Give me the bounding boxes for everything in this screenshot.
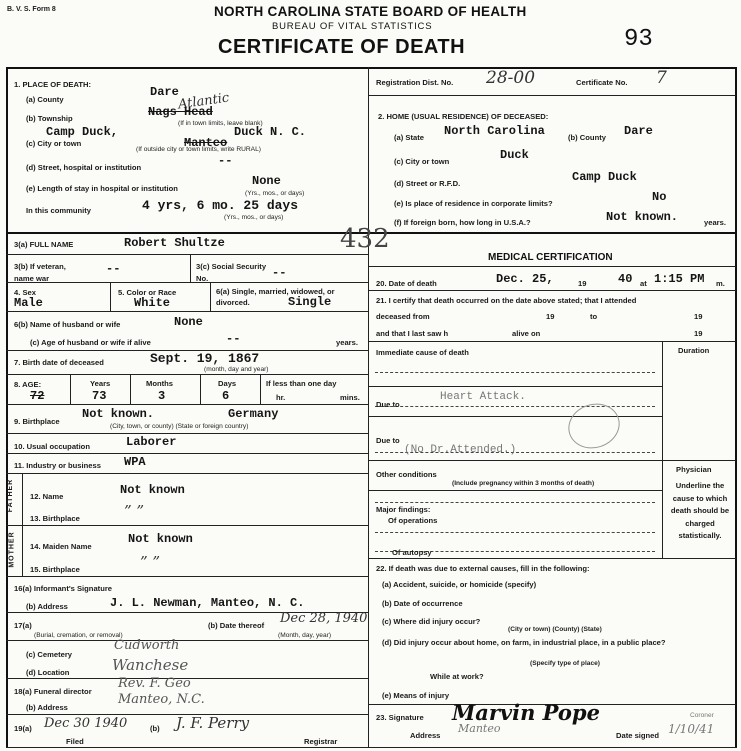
- birthplace-country: Germany: [228, 407, 279, 421]
- outer-left-rule: [6, 67, 8, 748]
- father-name-label: 12. Name: [30, 492, 64, 501]
- sex-divider: [110, 282, 111, 311]
- death-at: at: [640, 279, 647, 288]
- registrar-word: Registrar: [304, 737, 338, 746]
- age-struck-value: 72: [30, 389, 45, 403]
- city-post: Duck N. C.: [234, 125, 307, 139]
- months-label: Months: [146, 379, 173, 388]
- birth-label: 7. Birth date of deceased: [14, 358, 104, 367]
- due1-value: Heart Attack.: [440, 391, 526, 403]
- mins-label: mins.: [340, 393, 360, 402]
- community-units: (Yrs., mos., or days): [224, 214, 284, 221]
- spouse-age-label: (c) Age of husband or wife if alive: [30, 338, 151, 347]
- ssn-value: --: [272, 266, 287, 280]
- street-label: (d) Street, hospital or institution: [26, 163, 142, 172]
- veteran-label: 3(b) If veteran, name war: [14, 262, 66, 283]
- father-birth-value: ” ”: [124, 502, 145, 520]
- medical-header: MEDICAL CERTIFICATION: [488, 252, 613, 263]
- stay-units: (Yrs., mos., or days): [245, 190, 305, 197]
- date-signed-value: 1/10/41: [668, 722, 715, 736]
- ext-c-note: (City or town) (County) (State): [508, 626, 602, 633]
- marital-label: 6(a) Single, married, widowed, or divorced.: [216, 287, 335, 307]
- name-label: 3(a) FULL NAME: [14, 240, 74, 249]
- rule-birthplace: [6, 433, 369, 434]
- burial-date-note: (Month, day, year): [278, 632, 332, 639]
- rule-mother: [6, 576, 369, 577]
- industry-label: 11. Industry or business: [14, 461, 101, 470]
- township-handwritten: Atlantic: [177, 90, 231, 113]
- major-findings-label: Major findings:: [376, 505, 431, 514]
- age-divider-1: [70, 374, 71, 404]
- location-label: (d) Location: [26, 668, 70, 677]
- informant-addr-label: (b) Address: [26, 602, 68, 611]
- spouse-age-value: --: [226, 332, 241, 346]
- center-divider: [368, 67, 369, 748]
- director-addr-label: (b) Address: [26, 703, 68, 712]
- director-label: 18(a) Funeral director: [14, 687, 92, 696]
- mother-side-label: MOTHER: [8, 531, 16, 568]
- signature-title: Coroner: [690, 712, 714, 719]
- name-value: Robert Shultze: [124, 236, 225, 250]
- occupation-label: 10. Usual occupation: [14, 442, 90, 451]
- industry-value: WPA: [124, 455, 146, 469]
- marital-value: Single: [288, 295, 332, 309]
- address-value: Manteo: [458, 722, 501, 735]
- registrar-label: (b): [150, 724, 160, 733]
- location-value: Wanchese: [112, 656, 189, 674]
- years-value: 73: [92, 389, 107, 403]
- filed-word: Filed: [66, 737, 84, 746]
- to-year: 19: [694, 312, 703, 321]
- county-value: Dare: [150, 85, 179, 99]
- death-year-prefix: 19: [578, 279, 587, 288]
- hr-label: hr.: [276, 393, 286, 402]
- ssn-label: 3(c) Social Security No.: [196, 262, 267, 283]
- certify-text: 21. I certify that death occurred on the date above stated; that I attended: [376, 296, 637, 305]
- rule-name: [6, 254, 369, 255]
- ext-a-label: (a) Accident, suicide, or homicide (specify): [382, 580, 537, 589]
- reg-rule: [368, 95, 736, 96]
- rule-occupation: [6, 453, 369, 454]
- burial-date-label: (b) Date thereof: [208, 621, 265, 630]
- outer-top-rule: [6, 67, 737, 69]
- community-value: 4 yrs, 6 mo. 25 days: [142, 198, 299, 213]
- other-label: Other conditions: [376, 470, 437, 479]
- from-year: 19: [546, 312, 555, 321]
- certificate-title: CERTIFICATE OF DEATH: [218, 36, 466, 58]
- rule-other: [368, 490, 662, 491]
- board-title: NORTH CAROLINA STATE BOARD OF HEALTH: [214, 4, 527, 19]
- cemetery-value: Cudworth: [114, 638, 180, 653]
- rule-med-header: [368, 266, 736, 267]
- father-side-label: FATHER: [7, 478, 15, 513]
- reg-dist-label: Registration Dist. No.: [376, 78, 454, 87]
- ext-d-note: (Specify type of place): [530, 660, 600, 667]
- autopsy-label: Of autopsy: [392, 548, 432, 557]
- veteran-value: --: [106, 262, 121, 276]
- ext-d-label: (d) Did injury occur about home, on farm, in industrial place, in a public place?: [382, 638, 666, 647]
- township-note: (If in town limits, leave blank): [178, 120, 263, 127]
- signature-value: Marvin Pope: [452, 700, 600, 725]
- race-divider: [210, 282, 211, 311]
- alive-on: alive on: [512, 329, 541, 338]
- rule-sex: [6, 311, 369, 312]
- city-pre: Camp Duck,: [46, 125, 119, 139]
- age-divider-2: [130, 374, 131, 404]
- alive-year: 19: [694, 329, 703, 338]
- home-street-value: Camp Duck: [572, 170, 637, 184]
- dash-other-a: [375, 502, 655, 503]
- home-foreign-value: Not known.: [606, 210, 679, 224]
- director-addr-value: Manteo, N.C.: [118, 692, 205, 707]
- months-value: 3: [158, 389, 166, 403]
- birth-units: (month, day and year): [204, 366, 269, 373]
- due2-value: (No Dr.Attended.): [404, 444, 517, 456]
- occupation-value: Laborer: [126, 435, 177, 449]
- rule-death-date: [368, 290, 736, 291]
- cemetery-label: (c) Cemetery: [26, 650, 73, 659]
- mother-birth-value: ” ”: [140, 553, 161, 571]
- home-county-label: (b) County: [568, 133, 606, 142]
- burial-label: 17(a): [14, 621, 32, 630]
- dash-due1-a: [375, 406, 655, 407]
- reg-dist-value: 28-00: [486, 68, 536, 88]
- spouse-value: None: [174, 315, 203, 329]
- burial-date-value: Dec 28, 1940: [280, 611, 368, 626]
- immediate-label: Immediate cause of death: [376, 348, 469, 357]
- township-struck: Nags Head: [148, 105, 213, 119]
- birthplace-label: 9. Birthplace: [14, 417, 60, 426]
- stay-value: None: [252, 174, 281, 188]
- rule-saw: [368, 341, 736, 342]
- death-date-value: Dec. 25,: [496, 272, 554, 286]
- age-divider-4: [260, 374, 261, 404]
- ext-e-label: (e) Means of injury: [382, 691, 450, 700]
- sex-value: Male: [14, 296, 43, 310]
- race-label: 5. Color or Race: [118, 288, 177, 297]
- saw-text: and that I last saw h: [376, 329, 449, 338]
- duration-label: Duration: [678, 346, 710, 355]
- death-time-value: 1:15 PM: [654, 272, 705, 286]
- home-limits-label: (e) Is place of residence in corporate limits?: [394, 199, 553, 208]
- filed-label: 19(a): [14, 724, 32, 733]
- age-label: 8. AGE:: [14, 380, 42, 389]
- physician-note: Underline the cause to which death should be charged statistically.: [670, 481, 730, 540]
- ext-b-label: (b) Date of occurrence: [382, 599, 463, 608]
- parents-bar-divider: [22, 473, 23, 576]
- home-header: 2. HOME (USUAL RESIDENCE) OF DECEASED:: [378, 112, 549, 121]
- sex-label: 4. Sex: [14, 288, 36, 297]
- rule-birth: [6, 374, 369, 375]
- informant-addr-value: J. L. Newman, Manteo, N. C.: [110, 596, 305, 610]
- due2-label: Due to: [376, 436, 400, 445]
- age-divider-3: [200, 374, 201, 404]
- rule-burial: [6, 640, 369, 641]
- home-state-label: (a) State: [394, 133, 424, 142]
- home-foreign-label: (f) If foreign born, how long in U.S.A.?: [394, 218, 531, 227]
- rule-age: [6, 404, 369, 405]
- county-label: (a) County: [26, 95, 64, 104]
- stay-label: (e) Length of stay in hospital or institution: [26, 184, 178, 193]
- home-county-value: Dare: [624, 124, 653, 138]
- certificate-number: 93: [624, 26, 653, 53]
- death-date-label: 20. Date of death: [376, 279, 437, 288]
- rule-industry: [6, 473, 369, 474]
- city-struck: Manteo: [184, 136, 228, 150]
- date-signed-label: Date signed: [616, 731, 660, 740]
- operations-label: Of operations: [388, 516, 438, 525]
- other-note: (Include pregnancy within 3 months of death): [452, 480, 595, 487]
- dash-ops: [375, 532, 655, 533]
- home-foreign-units: years.: [704, 218, 726, 227]
- place-header: 1. PLACE OF DEATH:: [14, 80, 92, 89]
- death-m-label: m.: [716, 279, 725, 288]
- informant-sig-label: 16(a) Informant's Signature: [14, 584, 113, 593]
- city-label: (c) City or town: [26, 139, 82, 148]
- father-name-value: Not known: [120, 483, 185, 497]
- township-label: (b) Township: [26, 114, 73, 123]
- community-label: In this community: [26, 206, 91, 215]
- rule-immediate: [368, 386, 662, 387]
- spouse-label: 6(b) Name of husband or wife: [14, 320, 121, 329]
- birthplace-city: Not known.: [82, 407, 155, 421]
- outer-right-rule: [735, 67, 737, 748]
- rule-due2: [368, 460, 736, 461]
- cert-label: Certificate No.: [576, 78, 628, 87]
- registrar-value: J. F. Perry: [176, 714, 250, 732]
- mother-birth-label: 15. Birthplace: [30, 565, 80, 574]
- outer-bottom-rule: [6, 747, 737, 748]
- address-label: Address: [410, 731, 441, 740]
- signature-label: 23. Signature: [376, 713, 424, 722]
- deceased-from: deceased from: [376, 312, 430, 321]
- physician-label: Physician: [676, 465, 712, 474]
- form-code: B. V. S. Form 8: [7, 6, 56, 13]
- dash-immediate: [375, 372, 655, 373]
- days-label: Days: [218, 379, 237, 388]
- rule-findings: [368, 558, 736, 559]
- race-value: White: [134, 296, 171, 310]
- years-label: Years: [90, 379, 111, 388]
- rule-father: [6, 525, 369, 526]
- father-birth-label: 13. Birthplace: [30, 514, 80, 523]
- ext-c-label: (c) Where did injury occur?: [382, 617, 481, 626]
- work-label: While at work?: [430, 672, 484, 681]
- birth-value: Sept. 19, 1867: [150, 351, 260, 366]
- home-state-value: North Carolina: [444, 124, 545, 138]
- lessday-label: If less than one day: [266, 379, 337, 388]
- street-value: --: [218, 154, 233, 168]
- due1-label: Due to: [376, 400, 400, 409]
- director-value: Rev. F. Geo: [118, 676, 191, 691]
- duration-divider: [662, 341, 663, 558]
- home-city-label: (c) City or town: [394, 157, 450, 166]
- name-stamp: 432: [340, 224, 390, 254]
- cert-value: 7: [656, 68, 667, 88]
- mother-name-label: 14. Maiden Name: [30, 542, 92, 551]
- burial-method-note: (Burial, cremation, or removal): [34, 632, 123, 639]
- spouse-years-word: years.: [336, 338, 358, 347]
- filed-value: Dec 30 1940: [44, 716, 128, 731]
- to-word: to: [590, 312, 598, 321]
- home-street-label: (d) Street or R.F.D.: [394, 179, 461, 188]
- birthplace-note: (City, town, or county) (State or foreign country): [110, 423, 249, 430]
- death-year-value: 40: [618, 272, 633, 286]
- city-note: (If outside city or town limits, write RURAL): [136, 146, 261, 153]
- home-limits-value: No: [652, 190, 667, 204]
- ssn-divider: [190, 254, 191, 282]
- mother-name-value: Not known: [128, 532, 193, 546]
- days-value: 6: [222, 389, 230, 403]
- home-city-value: Duck: [500, 148, 529, 162]
- external-header: 22. If death was due to external causes, fill in the following:: [376, 564, 590, 573]
- bureau-title: BUREAU OF VITAL STATISTICS: [272, 21, 433, 32]
